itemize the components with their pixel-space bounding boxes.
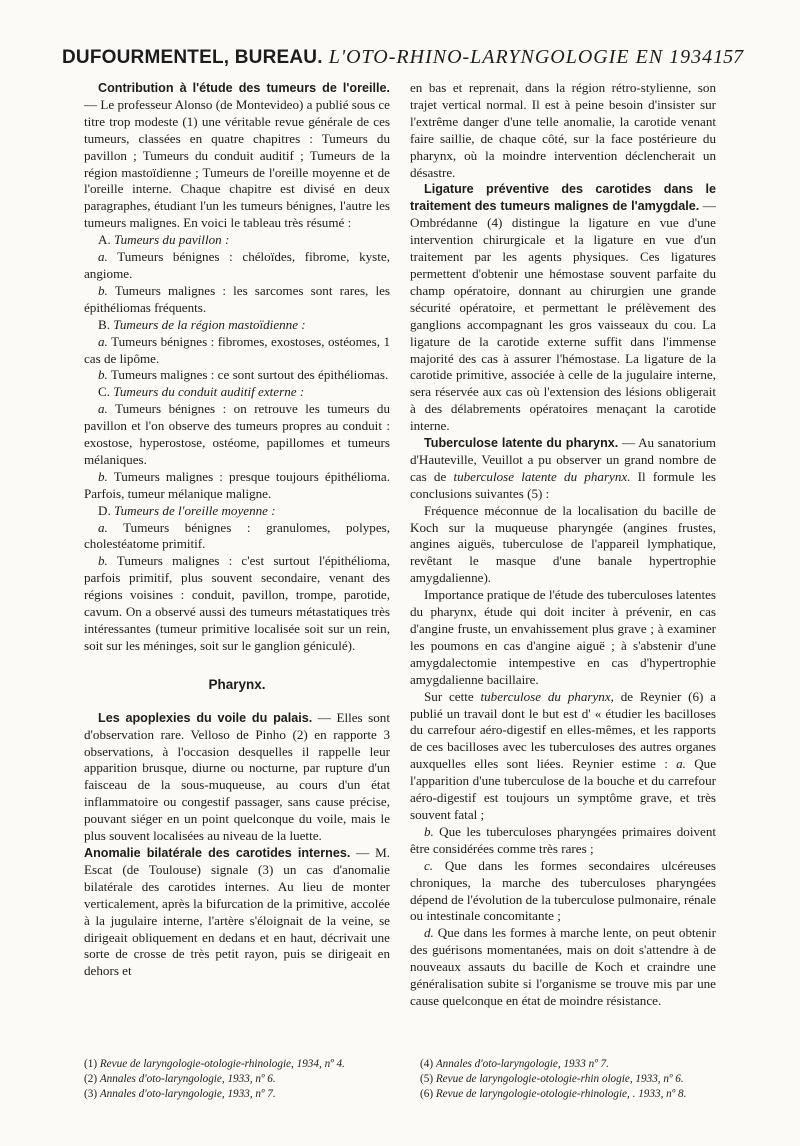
paragraph-reynier: Sur cette tuberculose du pharynx, de Reynier (6) a publié un travail dont le but est d' « étudier les bacilloses du carrefour aéro-digestif en elles-mêmes, et les rapports de ces bacilloses avec les tuberculoses des autres organes auxquelles elles sont liées. Reynier estime : a. Que l'apparition d'une tuberculose de la bouche et du carrefour aéro-digestif est toujours un symptôme grave, et très souvent fatal ; — [410, 688, 717, 822]
list-item: a. Tumeurs bénignes : on retrouve les tumeurs du pavillon et l'on observe des tumeurs propres au conduit : exostose, hyperostose, ostéome, papillomes et tumeurs mélaniques. — [84, 401, 390, 467]
list-item: b. Que les tuberculoses pharyngées primaires doivent être considérées comme très rares ; — [410, 823, 716, 856]
footnote: (2) Annales d'oto-laryngologie, 1933, nº 6. — [84, 1073, 276, 1085]
paragraph-carotid-anomaly: Anomalie bilatérale des carotides internes. — M. Escat (de Toulouse) signale (3) un cas d'anomalie bilatérale des carotides internes. Au lieu de monter verticalement, après la bifurcation de la primitive, accolée à la jugulaire interne, l'artère s'éloignait de la veine, se dirigeait obliquement en dedans et en haut, décrivait une sorte de crosse de très petit rayon, puis se dirigeait en dehors et — [84, 844, 391, 979]
paragraph-title: Ligature préventive des carotides dans le traitement des tumeurs malignes de l'amygdale. — [410, 182, 716, 214]
left-column — [84, 80, 390, 980]
paragraph-carotid-ligature: Ligature préventive des carotides dans le traitement des tumeurs malignes de l'amygdale. — Ombrédanne (4) distingue la ligature en vue d'une intervention chirurgicale et la ligature en vue d'un traitement par les agents physiques. Ces ligatures permettent d'obtenir une hémostase souvent parfaite du champ opératoire, donnant au chirurgien une grande sécurité opératoire, et permettant le prélèvement des ganglions accompagnant les gros vaisseaux du cou. La ligature de la carotide externe suffit dans l'immense majorité des cas à assurer l'hémostase. La ligature de la carotide primitive, associée à celle de la jugulaire interne, sera réservée aux cas où l'extension des lésions obligerait à des délabrements opératoires menaçant la carotide interne. — [410, 182, 716, 434]
footnote: (4) Annales d'oto-laryngologie, 1933 nº 7. — [420, 1058, 609, 1070]
list-item: a. Tumeurs bénignes : chéloïdes, fibrome, kyste, angiome. — [84, 249, 390, 281]
paragraph-apoplexies: Les apoplexies du voile du palais. — Elles sont d'observation rare. Velloso de Pinho (2) en rapporte 3 observations, à l'occasion desquelles il rappelle leur apparition brusque, diurne ou nocturne, par rupture d'un faisceau de la sous-muqueuse, au cours d'un état inflammatoire ou congestif passager, sans cause précise, pouvant siéger en un point quelconque du voile, mais le plus souvent localisées au niveau de la luette. — [84, 709, 390, 844]
paragraph-ear-tumours: Contribution à l'étude des tumeurs de l'oreille. — Le professeur Alonso (de Montevideo) a publié sous ce titre trop modeste (1) une véritable revue générale de ces tumeurs, classées en quatre chapitres : Tumeurs du pavillon ; Tumeurs du conduit auditif ; Tumeurs de la région mastoïdienne ; Tumeurs de l'oreille moyenne et de l'oreille interne. Chaque chapitre est divisé en deux paragraphes, étudiant l'un les tumeurs bénignes, l'autre les tumeurs malignes. En voici le tableau très résumé : — [84, 81, 390, 231]
list-item: b. Tumeurs malignes : presque toujours épithélioma. Parfois, tumeur mélanique maligne. — [84, 468, 390, 501]
paragraph-title: Tuberculose latente du pharynx. — [424, 436, 619, 451]
footnote: (3) Annales d'oto-laryngologie, 1933, nº 7. — [84, 1088, 276, 1100]
paragraph-continued: en bas et reprenait, dans la région rétro-stylienne, son trajet vertical normal. Il est à peine besoin d'insister sur l'extrême danger d'une telle anomalie, la carotide venant faire saillie, de chaque côté, sur la face postérieure du pharynx, où la moindre intervention déclencherait un désastre. — [410, 80, 716, 180]
list-heading-a: A. Tumeurs du pavillon : — [98, 232, 230, 248]
conclusion-frequency: Fréquence méconnue de la localisation du bacille de Koch sur la muqueuse pharyngée (angines frustes, angines aiguës, tuberculose de l'appareil lymphatique, revêtant le masque d'une banale hypertrophie amygdalienne). — [410, 502, 716, 586]
paragraph-title: Les apoplexies du voile du palais. — [98, 710, 313, 725]
conclusion-importance: Importance pratique de l'étude des tuberculoses latentes du pharynx, étude qui doit inciter à prévenir, en cas d'angine fruste, un envahissement plus grave ; à examiner les poumons en cas d'angine aiguë ; à s'abstenir d'une amygdalectomie intempestive en cas d'hypertrophie amygdalienne bacillaire. — [410, 587, 716, 687]
list-item: b. Tumeurs malignes : les sarcomes sont rares, les épithéliomas fréquents. — [84, 282, 390, 315]
footnote: (6) Revue de laryngologie-otologie-rhinologie, . 1933, nº 8. — [420, 1088, 687, 1100]
paragraph-title: Anomalie bilatérale des carotides internes. — [84, 845, 351, 860]
list-item: a. Tumeurs bénignes : granulomes, polypes, cholestéatome primitif. — [84, 519, 390, 552]
page-number: 157 — [713, 46, 744, 68]
footnotes-right — [420, 1057, 726, 1102]
paragraph-title: Contribution à l'étude des tumeurs de l'oreille. — [98, 81, 390, 95]
list-heading-d: D. Tumeurs de l'oreille moyenne : — [98, 502, 276, 518]
footnotes-left — [84, 1057, 390, 1102]
header-journal-title: L'OTO-RHINO-LARYNGOLOGIE EN 1934 — [328, 46, 714, 68]
list-item: b. Tumeurs malignes : c'est surtout l'épithélioma, parfois primitif, plus souvent secondaire, venant des régions voisines : conduit, pavillon, trompe, parotide, cavum. On a observé aussi des tumeurs métastatiques très intéressantes (tumeur primitive localisée soit sur un rein, soit sur les méninges, soit sur le ganglion géniculé). — [84, 553, 390, 653]
paragraph-latent-tuberculosis: Tuberculose latente du pharynx. — Au sanatorium d'Hauteville, Veuillot a pu observer un grand nombre de cas de tuberculose latente du pharynx. Il formule les conclusions suivantes (5) : — [410, 435, 717, 501]
list-item: c. Que dans les formes secondaires ulcéreuses chroniques, la marche des tuberculoses pharyngées dépend de l'évolution de la tuberculose pulmonaire, rénale ou intestinale concomitante ; — [410, 857, 716, 924]
list-item: a. Tumeurs bénignes : fibromes, exostoses, ostéomes, 1 cas de lipôme. — [84, 333, 390, 366]
list-heading-c: C. Tumeurs du conduit auditif externe : — [98, 384, 305, 400]
footnote: (1) Revue de laryngologie-otologie-rhinologie, 1934, nº 4. — [84, 1058, 345, 1070]
header-authors: DUFOURMENTEL, BUREAU. — [62, 47, 323, 68]
right-column — [410, 80, 716, 1010]
section-heading-pharynx: Pharynx. — [208, 676, 266, 692]
running-header — [62, 46, 744, 69]
list-heading-b: B. Tumeurs de la région mastoïdienne : — [98, 316, 306, 332]
list-item: b. Tumeurs malignes : ce sont surtout des épithéliomas. — [98, 367, 389, 383]
list-item: d. Que dans les formes à marche lente, on peut obtenir des guérisons momentanées, mais on doit s'attendre à de nouveaux assauts du bacille de Koch et craindre une généralisation subite si l'organisme se trouve mis par une cause quelconque en état de moindre résistance. — [410, 925, 716, 1008]
footnote: (5) Revue de laryngologie-otologie-rhin ologie, 1933, nº 6. — [420, 1073, 684, 1085]
